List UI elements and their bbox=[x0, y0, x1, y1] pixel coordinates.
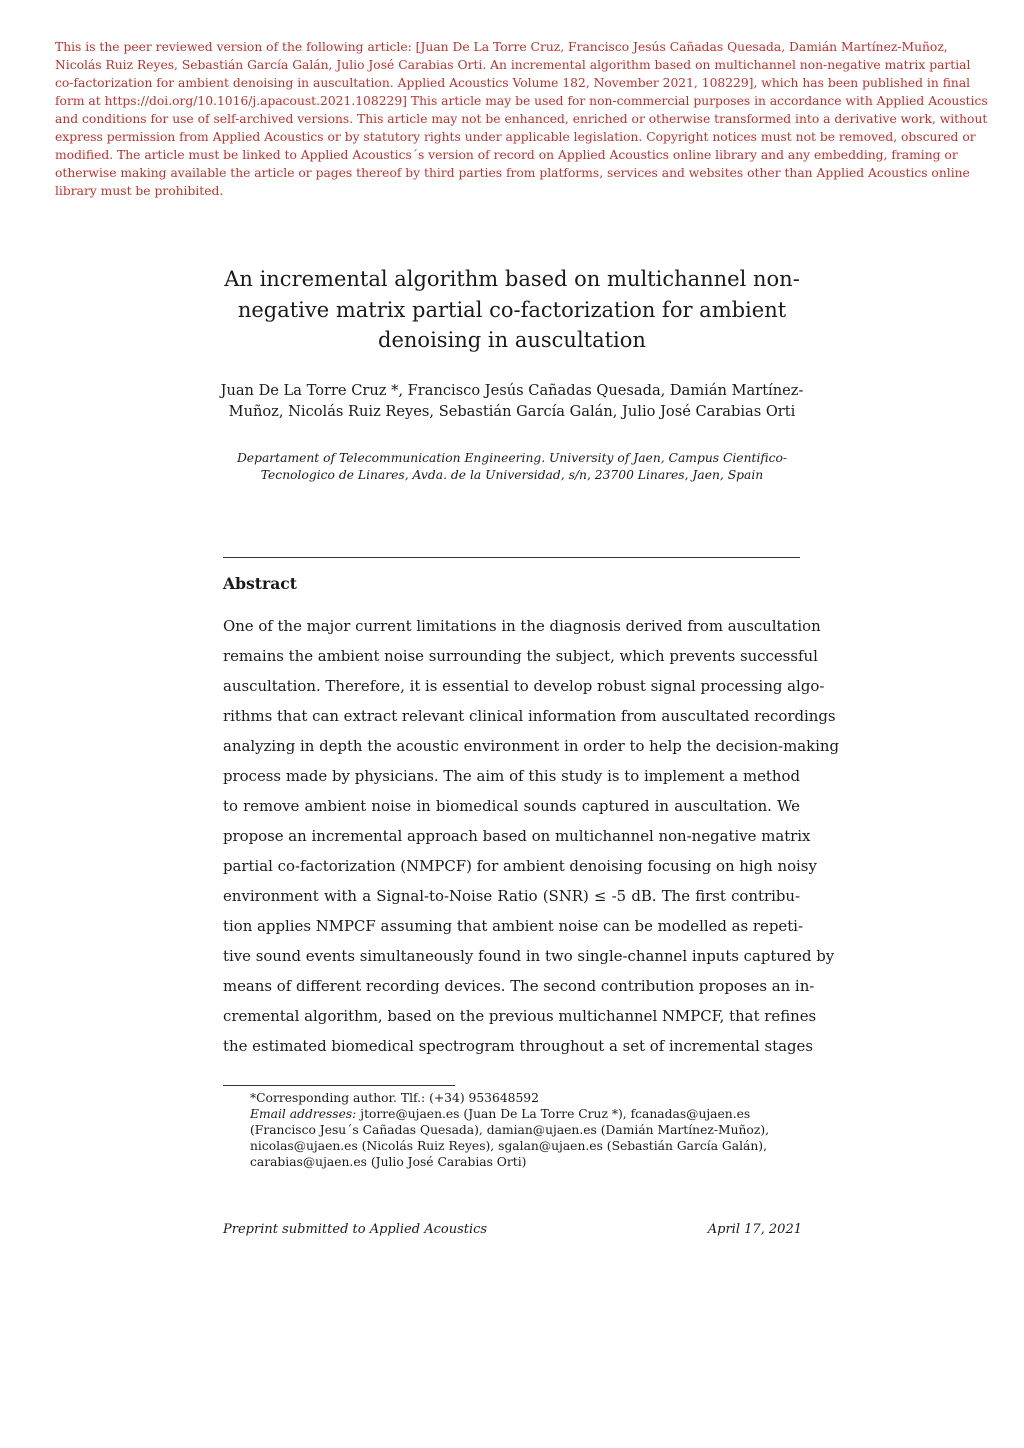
paper-title: An incremental algorithm based on multichannel non-negative matrix partial co-factorization for ambient denoising in auscultation bbox=[224, 267, 800, 352]
abstract-line: auscultation. Therefore, it is essential to develop robust signal processing algo- bbox=[223, 677, 825, 695]
abstract-line: process made by physicians. The aim of this study is to implement a method bbox=[223, 767, 800, 785]
abstract-line: rithms that can extract relevant clinical information from auscultated recordings bbox=[223, 707, 836, 725]
abstract-line: to remove ambient noise in biomedical sounds captured in auscultation. We bbox=[223, 797, 800, 815]
abstract-line: tive sound events simultaneously found in two single-channel inputs captured by bbox=[223, 947, 835, 965]
footnote-divider bbox=[223, 1085, 455, 1086]
corresponding-author: *Corresponding author. Tlf.: (+34) 953648592 bbox=[250, 1091, 539, 1105]
abstract-line: One of the major current limitations in the diagnosis derived from auscultation bbox=[223, 617, 821, 635]
submission-date: April 17, 2021 bbox=[707, 1222, 802, 1237]
email-addresses bbox=[223, 1106, 800, 1170]
submission-note: Preprint submitted to Applied Acoustics bbox=[223, 1222, 488, 1237]
footnote bbox=[223, 1090, 800, 1170]
abstract-line: remains the ambient noise surrounding the subject, which prevents successful bbox=[223, 647, 818, 665]
abstract-heading: Abstract bbox=[223, 574, 298, 593]
header-divider bbox=[223, 557, 800, 558]
abstract-line: tion applies NMPCF assuming that ambient noise can be modelled as repeti- bbox=[223, 917, 803, 935]
abstract-line: the estimated biomedical spectrogram throughout a set of incremental stages bbox=[223, 1037, 813, 1055]
email-label: Email addresses: bbox=[250, 1107, 357, 1121]
author-list: Juan De La Torre Cruz *, Francisco Jesús Cañadas Quesada, Damián Martínez-Muñoz, Nicolás Ruiz Reyes, Sebastián García Galán, Julio José Carabias Orti bbox=[220, 382, 804, 420]
affiliation: Departament of Telecommunication Engineering. University of Jaen, Campus Cientifico-Tecnologico de Linares, Avda. de la Universidad, s/n, 23700 Linares, Jaen, Spain bbox=[236, 451, 788, 482]
email-list: jtorre@ujaen.es (Juan De La Torre Cruz *), fcanadas@ujaen.es (Francisco Jesu´s Cañadas Quesada), damian@ujaen.es (Damián Martínez-Muñoz), nicolas@ujaen.es (Nicolás Ruiz Reyes), sgalan@ujaen.es (Sebastián García Galán), carabias@ujaen.es (Julio José Carabias Orti) bbox=[250, 1107, 770, 1169]
abstract-line: cremental algorithm, based on the previous multichannel NMPCF, that refines bbox=[223, 1007, 817, 1025]
copyright-notice: This is the peer reviewed version of the following article: [Juan De La Torre Cruz, Francisco Jesús Cañadas Quesada, Damián Martínez-Muñoz, Nicolás Ruiz Reyes, Sebastián García Galán, Julio José Carabias Orti. An incremental algorithm based on multichannel non-negative matrix partial co-factorization for ambient denoising in auscultation. Applied Acoustics Volume 182, November 2021, 108229], which has been published in final form at https://doi.org/10.1016/j.apacoust.2021.108229] This article may be used for non-commercial purposes in accordance with Applied Acoustics and conditions for use of self-archived versions. This article may not be enhanced, enriched or otherwise transformed into a derivative work, without express permission from Applied Acoustics or by statutory rights under applicable legislation. Copyright notices must not be removed, obscured or modified. The article must be linked to Applied Acoustics´s version of record on Applied Acoustics online library and any embedding, framing or otherwise making available the article or pages thereof by third parties from platforms, services and websites other than Applied Acoustics online library must be prohibited. bbox=[55, 40, 988, 198]
abstract-line: partial co-factorization (NMPCF) for ambient denoising focusing on high noisy bbox=[223, 857, 817, 875]
abstract-line: environment with a Signal-to-Noise Ratio (SNR) ≤ -5 dB. The first contribu- bbox=[223, 887, 800, 905]
abstract-body bbox=[223, 611, 840, 1061]
abstract-line: analyzing in depth the acoustic environment in order to help the decision-making bbox=[223, 737, 840, 755]
abstract-line: propose an incremental approach based on multichannel non-negative matrix bbox=[223, 827, 811, 845]
abstract-line: means of different recording devices. The second contribution proposes an in- bbox=[223, 977, 815, 995]
